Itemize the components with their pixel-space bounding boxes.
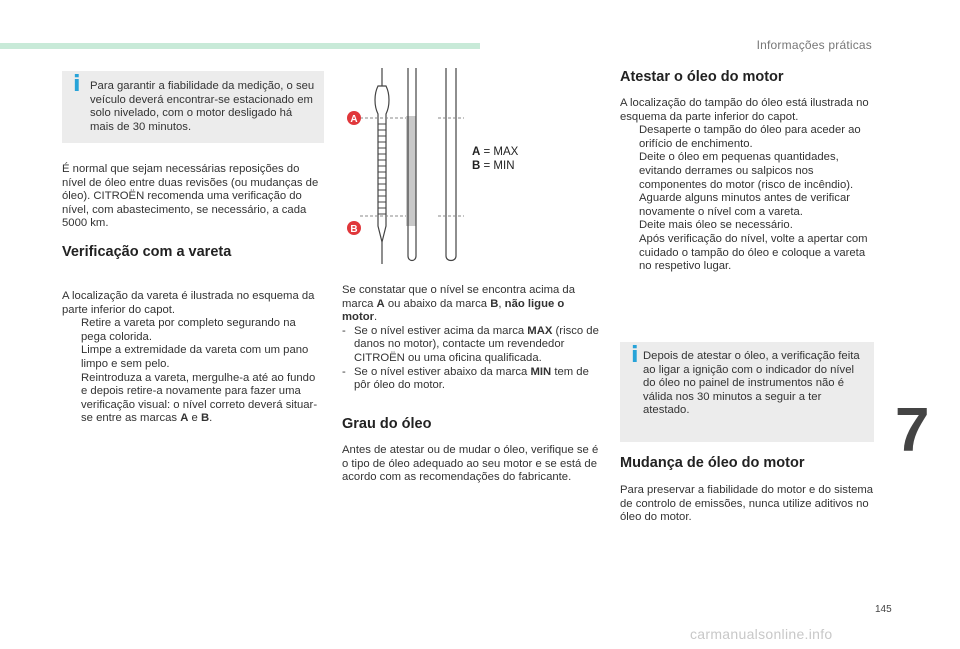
list-item: Deite mais óleo se necessário. <box>639 219 793 232</box>
dipstick-steps <box>62 317 324 426</box>
level-check-text: Se constatar que o nível se encontra acima da marca A ou abaixo da marca B, não ligue o motor. - Se o nível estiver acima da marca MAX (risco de danos no motor), contacte um revendedor CITROËN ou uma oficina qualificada. - Se o nível estiver abaixo da marca MIN tem de pôr óleo do motor. <box>342 284 599 392</box>
info-box-after-topup <box>620 342 874 442</box>
info-icon: i <box>73 72 81 97</box>
oil-grade-text: Antes de atestar ou de mudar o óleo, verifique se é o tipo de óleo adequado ao seu motor e se está de acordo com as recomendações do fabricante. <box>342 444 599 484</box>
topup-heading: Atestar o óleo do motor <box>620 69 784 85</box>
dipstick-intro: A localização da vareta é ilustrada no esquema da parte inferior do capot. <box>62 290 315 316</box>
list-item: - Se o nível estiver abaixo da marca MIN tem de pôr óleo do motor. <box>342 365 589 392</box>
list-item: Aguarde alguns minutos antes de verificar novamente o nível com a vareta. <box>639 192 850 218</box>
dipstick-heading: Verificação com a vareta <box>62 244 232 260</box>
oil-change-text: Para preservar a fiabilidade do motor e do sistema de controlo de emissões, nunca utilize aditivos no óleo do motor. <box>620 484 874 524</box>
dipstick-illustration <box>338 66 478 266</box>
intro-paragraph: É normal que sejam necessárias reposições do nível de óleo entre duas revisões (ou mudanças de óleo). CITROËN recomenda uma verificação do nível, com abastecimento, se necessário, a cada 5000 km. <box>62 163 319 230</box>
dipstick-oiled <box>406 68 416 261</box>
info-box-text: Para garantir a fiabilidade da medição, o seu veículo deverá encontrar-se estacionado em solo nivelado, com o motor desligado há mais de 30 minutos. <box>90 80 315 133</box>
oil-grade-heading: Grau do óleo <box>342 416 432 432</box>
marker-b-label: B <box>350 224 358 235</box>
list-item: Desaperte o tampão do óleo para aceder ao orifício de enchimento. <box>639 124 861 150</box>
info-box-measurement <box>62 71 324 143</box>
oil-change-heading: Mudança de óleo do motor <box>620 455 805 471</box>
topup-body <box>620 97 876 274</box>
watermark: carmanualsonline.info <box>690 626 833 642</box>
list-item: Reintroduza a vareta, mergulhe-a até ao fundo e depois retire-a novamente para fazer uma verificação visual: o nível correto deverá situar-se entre as marcas A e B. <box>81 371 318 425</box>
level-check-list <box>342 325 600 393</box>
topup-steps <box>620 124 876 274</box>
chapter-title: Informações práticas <box>756 38 872 52</box>
page-number: 145 <box>875 604 892 615</box>
header-accent-bar <box>0 43 480 49</box>
dipstick-graduations <box>378 124 386 214</box>
topup-intro: A localização do tampão do óleo está ilustrada no esquema da parte inferior do capot. <box>620 97 869 123</box>
info-icon: i <box>631 343 639 368</box>
list-item: Limpe a extremidade da vareta com um pano limpo e sem pelo. <box>81 344 309 370</box>
warning-text: não ligue o motor <box>342 297 565 324</box>
figure-legend: A = MAX B = MIN <box>472 146 519 172</box>
list-item: Após verificação do nível, volte a apertar com cuidado o tampão do óleo e coloque a vareta no respetivo lugar. <box>639 232 868 273</box>
list-item: Retire a vareta por completo segurando na pega colorida. <box>81 317 296 343</box>
dipstick-plain <box>446 68 456 261</box>
list-item: Deite o óleo em pequenas quantidades, evitando derrames ou salpicos nos componentes do motor (risco de incêndio). <box>639 151 854 191</box>
chapter-number: 7 <box>895 396 930 465</box>
marker-a-label: A <box>350 114 358 125</box>
info-box-text: Depois de atestar o óleo, a verificação feita ao ligar a ignição com o indicador do nível do óleo no painel de instrumentos não é válida nos 30 minutos a seguir a ter atestado. <box>643 350 860 417</box>
list-item: - Se o nível estiver acima da marca MAX (risco de danos no motor), contacte um revendedor CITROËN ou uma oficina qualificada. <box>342 324 599 364</box>
dipstick-body <box>62 290 324 426</box>
